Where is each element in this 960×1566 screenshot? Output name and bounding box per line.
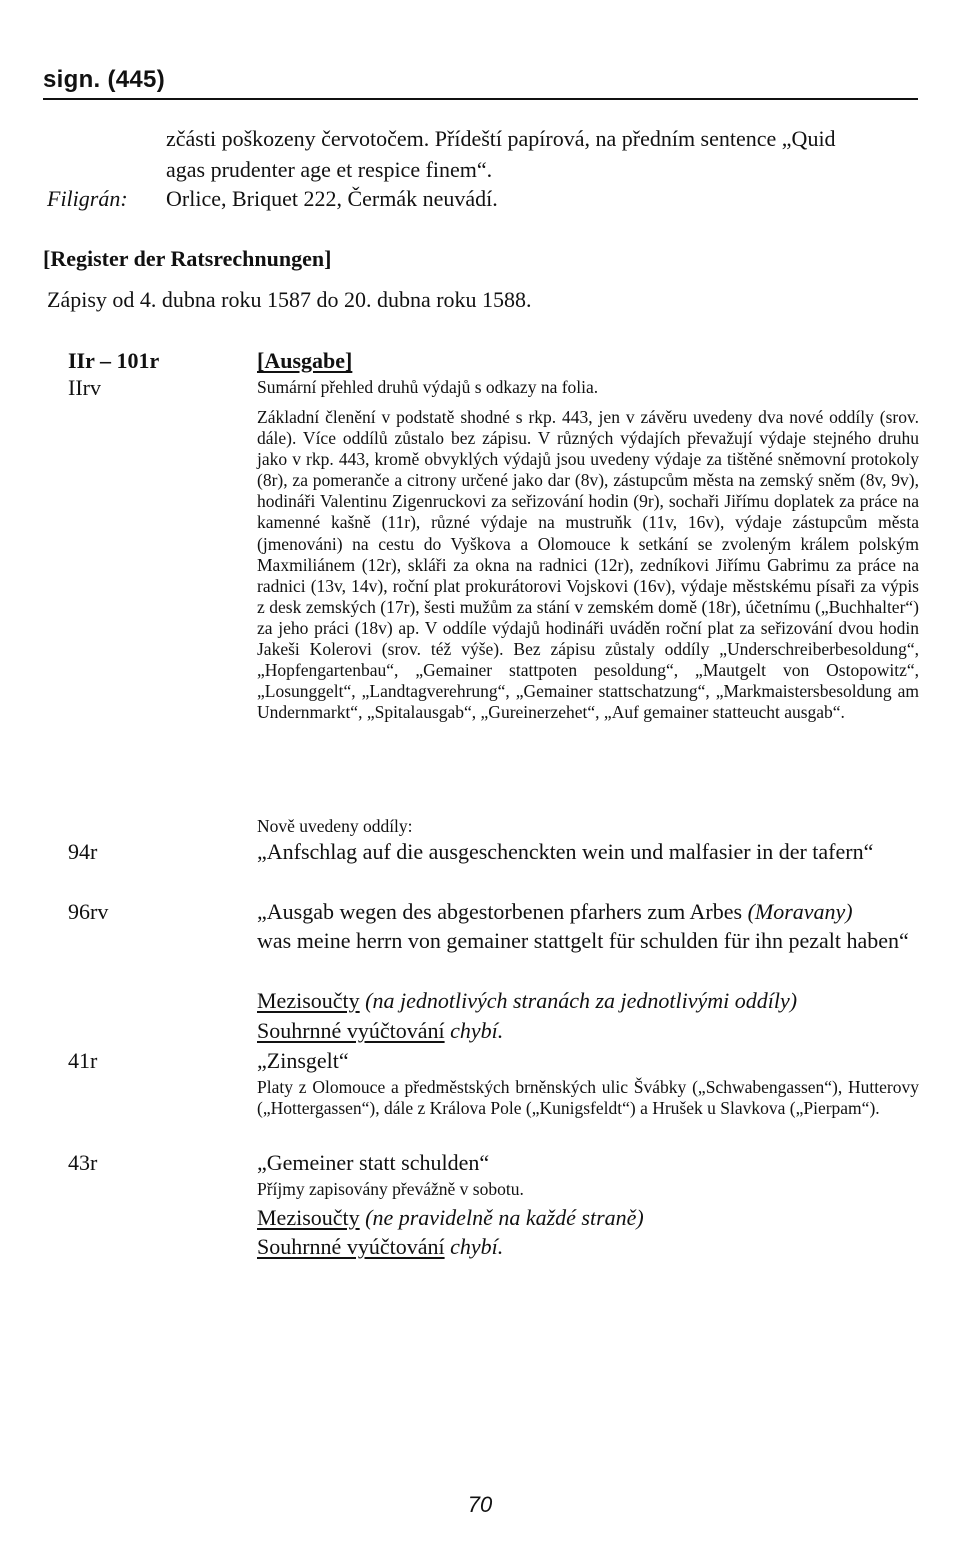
folio-96rv-title-c: was meine herrn von gemainer stattgelt für schulden für ihn pezalt haben“: [257, 928, 909, 953]
filigran-value: Orlice, Briquet 222, Čermák neuvádí.: [166, 186, 498, 211]
mezisoucty-line-2: [257, 1203, 644, 1233]
folio-96rv-title-line-1: [257, 897, 853, 927]
section-dates: Zápisy od 4. dubna roku 1587 do 20. dubna roku 1588.: [47, 287, 532, 312]
folio-irv-text: Sumární přehled druhů výdajů s odkazy na folia.: [257, 377, 599, 397]
filigran-label: Filigrán:: [47, 186, 128, 211]
page-header-signature: sign. (445): [43, 66, 165, 93]
souhrnne-2-label: Souhrnné vyúčtování: [257, 1234, 445, 1259]
folio-41r-label: 41r: [68, 1048, 98, 1073]
main-description-paragraph: Základní členění v podstatě shodné s rkp. 443, jen v závěru uvedeny dva nové oddíly (srov. dále). Více oddílů zůstalo bez zápisu. V různých výdajích převažují výdaje stejného druhu jako v rkp. 443, kromě obvyklých výdajů jsou uvedeny výdaje za tištěné sněmovní protokoly (8r), za pomeranče a citrony určené jako dar (8v), zástupcům města na zemský sněm (8v, 9v), hodináři Valentinu Zigenruckovi za seřizování hodin (9r), sochaři Jiřímu doplatek za práce na kamenné kašně (11r), různé výdaje na mustruňk (11v, 16v), výdaje zástupcům města (jmenováni) na cestu do Vyškova a Olomouce k setkání se zvoleným králem polským Maxmiliánem (12r), skláři za okna na radnici (12r), zedníkovi Jiřímu Gabrimu za práce na radnici (13v, 14v), roční plat prokurátorovi Vojskovi (16v), výdaje městskému písaři za výpis z desk zemských (17r), šesti mužům za stání v zemském domě (18r), účetnímu („Buchhalter“) za jeho práci (18v) ap. V oddíle výdajů hodináři uváděn roční plat za seřizování dvou hodin Jakeši Kolerovi (srov. též výše). Bez zápisu zůstaly oddíly „Underschreiberbesoldung“, „Hopfengartenbau“, „Gemainer stattpoten pesoldung“, „Mautgelt von Ostopowitz“, „Losunggelt“, „Landtagverehrung“, „Gemainer stattschatzung“, „Markmaistersbesoldung am Undernmarkt“, „Spitalausgab“, „Gureinerzehet“, „Auf gemainer statteucht ausgab“.: [257, 407, 919, 723]
folio-96rv-label: 96rv: [68, 899, 109, 924]
souhrnne-line-1: [257, 1016, 503, 1046]
header-rule: [43, 98, 918, 100]
page-number: 70: [467, 1492, 493, 1517]
folio-41r-text-content: Platy z Olomouce a předměstských brněnských ulic Švábky („Schwabengassen“), Hutterovy („Hottergassen“), dále z Králova Pole („Kunigsfeldt“) a Hrušek u Slavkova („Pierpam“).: [257, 1077, 919, 1119]
souhrnne-1-label: Souhrnné vyúčtování: [257, 1018, 445, 1043]
intro-line-2: agas prudenter age et respice finem“.: [166, 157, 493, 182]
folio-41r-text: [257, 1077, 919, 1119]
souhrnne-2-note: chybí.: [444, 1234, 504, 1259]
mezisoucty-2-note: (ne pravidelně na každé straně): [359, 1205, 644, 1230]
folio-43r-title: „Gemeiner statt schulden“: [257, 1150, 490, 1175]
souhrnne-line-2: [257, 1232, 503, 1262]
souhrnne-1-note: chybí.: [444, 1018, 504, 1043]
mezisoucty-1-label: Mezisoučty: [257, 988, 360, 1013]
mezisoucty-2-label: Mezisoučty: [257, 1205, 360, 1230]
ausgabe-heading: [Ausgabe]: [257, 348, 353, 373]
intro-line-1: zčásti poškozeny červotočem. Přídeští papírová, na předním sentence „Quid: [166, 126, 836, 151]
new-sections-label: Nově uvedeny oddíly:: [257, 816, 413, 836]
folio-94r-title: „Anfschlag auf die ausgeschenckten wein und malfasier in der tafern“: [257, 839, 874, 864]
folio-96rv-place: (Moravany): [747, 899, 853, 924]
mezisoucty-line-1: [257, 986, 797, 1016]
folio-94r-label: 94r: [68, 839, 98, 864]
folio-43r-label: 43r: [68, 1150, 98, 1175]
folio-43r-text: Příjmy zapisovány převážně v sobotu.: [257, 1179, 524, 1199]
folio-96rv-title-a: „Ausgab wegen des abgestorbenen pfarhers zum Arbes: [257, 899, 748, 924]
section-title: [Register der Ratsrechnungen]: [43, 246, 332, 271]
folio-41r-title: „Zinsgelt“: [257, 1048, 349, 1073]
folio-irv-label: IIrv: [68, 375, 101, 400]
mezisoucty-1-note: (na jednotlivých stranách za jednotlivými oddíly): [359, 988, 798, 1013]
folio-range-label: IIr – 101r: [68, 348, 160, 373]
